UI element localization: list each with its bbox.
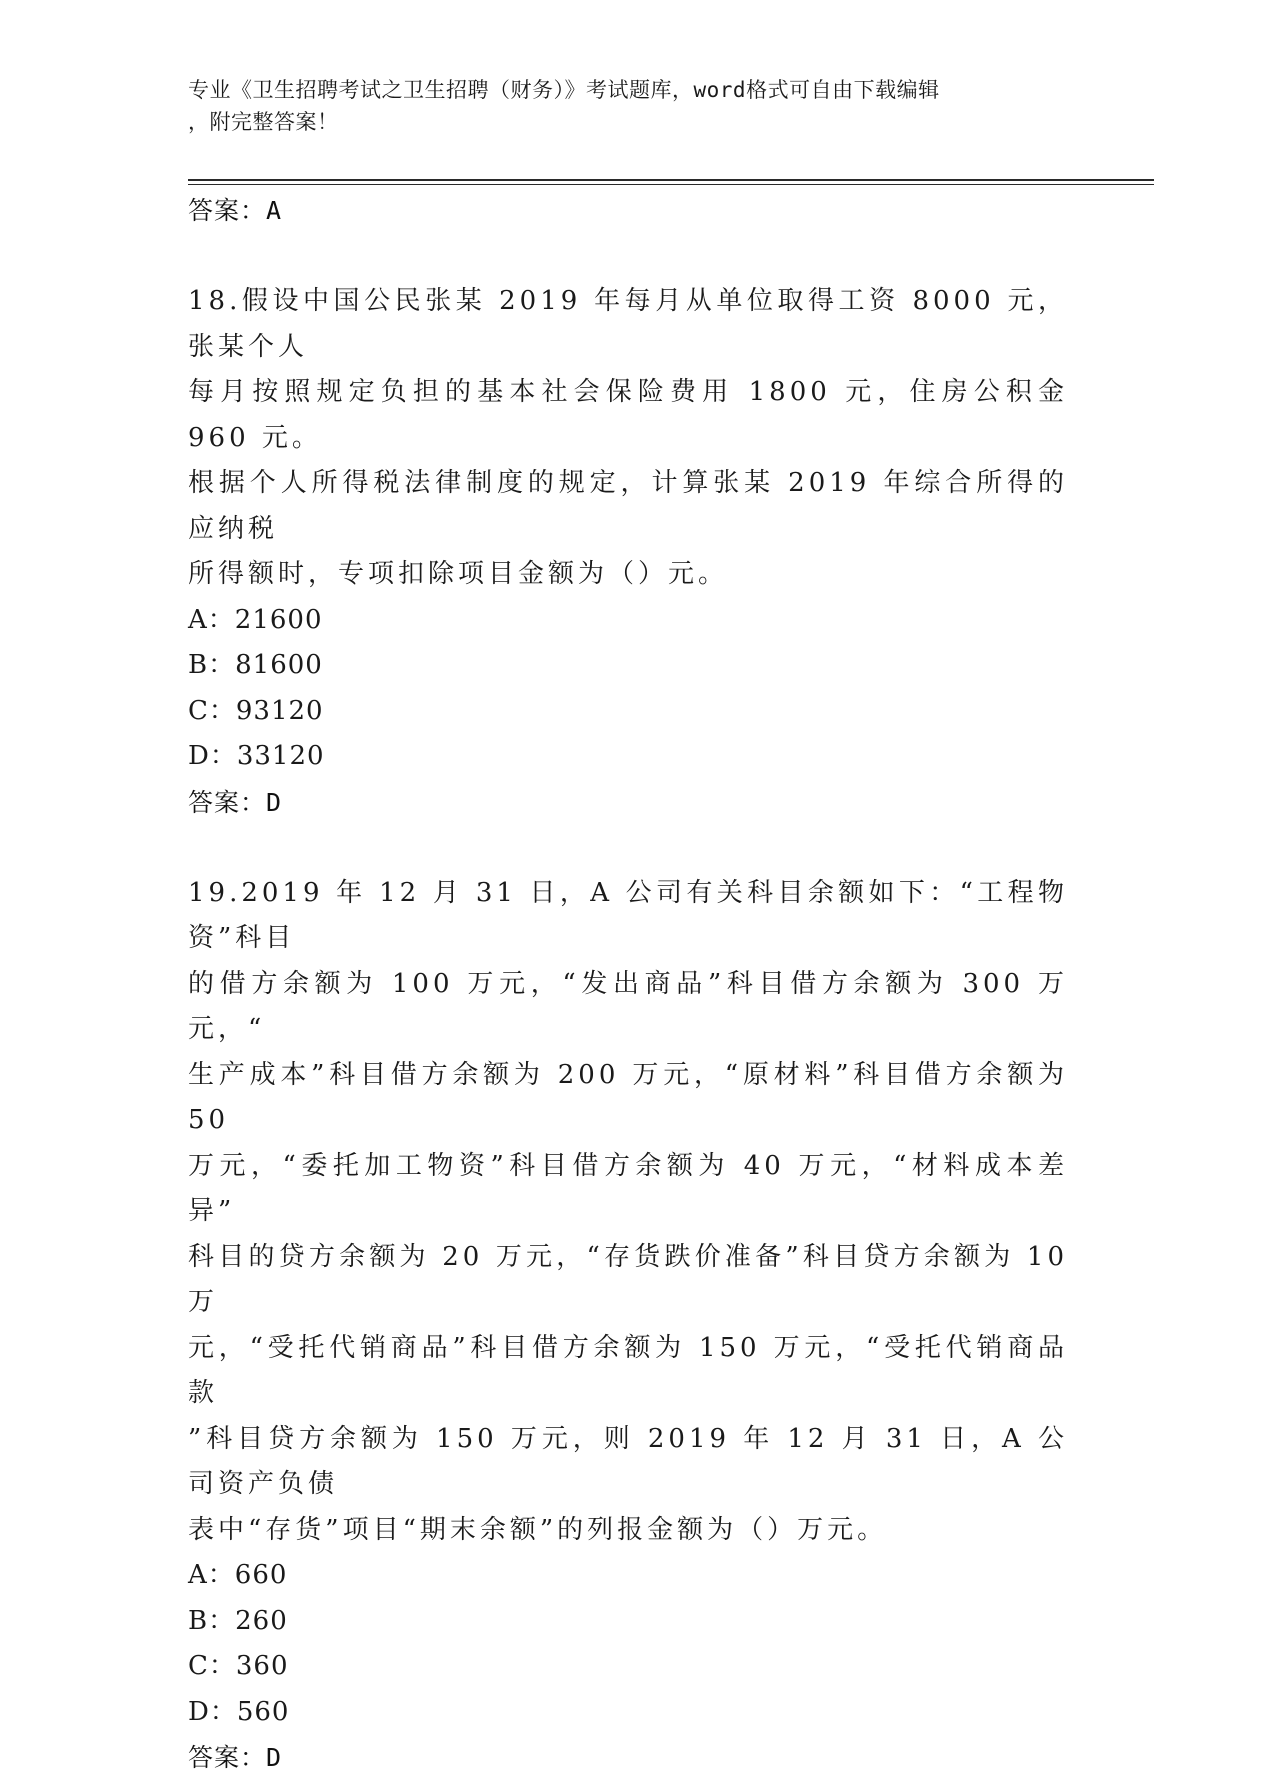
option-b: B：81600 [188,643,1088,689]
question-line: 的借方余额为 100 万元，“发出商品”科目借方余额为 300 万元，“ [188,962,1068,1053]
option-d: D：33120 [188,734,1088,780]
question-line: 19.2019 年 12 月 31 日，A 公司有关科目余额如下：“工程物资”科目 [188,871,1068,962]
question-18 [188,279,1088,825]
option-a: A：660 [188,1553,1088,1599]
question-text [188,871,1068,1554]
option-c: C：93120 [188,689,1088,735]
question-line: 表中“存货”项目“期末余额”的列报金额为（）万元。 [188,1508,1068,1554]
question-line: 所得额时，专项扣除项目金额为（）元。 [188,552,1068,598]
question-line: 18.假设中国公民张某 2019 年每月从单位取得工资 8000 元，张某个人 [188,279,1068,370]
answer: 答案：D [188,1735,1088,1780]
question-19 [188,871,1088,1780]
answer: 答案：D [188,780,1088,825]
question-line: 万元，“委托加工物资”科目借方余额为 40 万元，“材料成本差异” [188,1144,1068,1235]
page-header [188,74,1068,138]
question-line: 元，“受托代销商品”科目借方余额为 150 万元，“受托代销商品款 [188,1326,1068,1417]
spacer [188,825,1088,871]
header-divider-thin [188,184,1154,185]
question-text [188,279,1068,598]
header-line-2: ，附完整答案！ [188,106,1068,138]
page-content [188,188,1088,1780]
spacer [188,233,1088,279]
previous-answer: 答案：A [188,188,1088,233]
option-d: D：560 [188,1690,1088,1736]
header-divider [188,179,1154,181]
option-a: A：21600 [188,598,1088,644]
question-line: 生产成本”科目借方余额为 200 万元，“原材料”科目借方余额为 50 [188,1053,1068,1144]
question-line: ”科目贷方余额为 150 万元，则 2019 年 12 月 31 日，A 公司资产负债 [188,1417,1068,1508]
question-line: 每月按照规定负担的基本社会保险费用 1800 元，住房公积金 960 元。 [188,370,1068,461]
header-line-1: 专业《卫生招聘考试之卫生招聘（财务）》考试题库，word格式可自由下载编辑 [188,74,1068,106]
question-line: 根据个人所得税法律制度的规定，计算张某 2019 年综合所得的应纳税 [188,461,1068,552]
option-b: B：260 [188,1599,1088,1645]
option-c: C：360 [188,1644,1088,1690]
question-line: 科目的贷方余额为 20 万元，“存货跌价准备”科目贷方余额为 10 万 [188,1235,1068,1326]
